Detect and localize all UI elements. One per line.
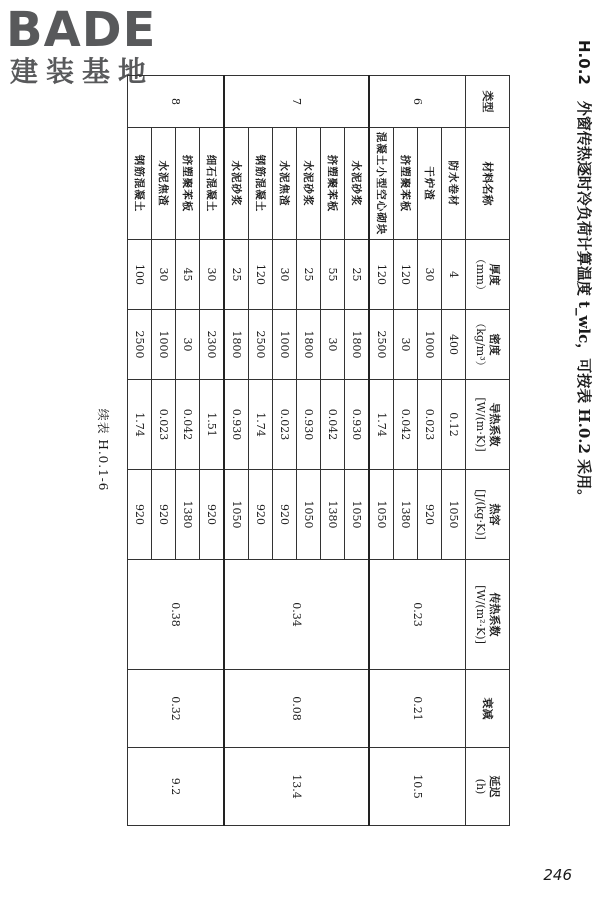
section-heading	[574, 40, 594, 860]
cell-material: 干炉渣	[418, 128, 442, 240]
cell-material: 水泥砂浆	[345, 128, 370, 240]
cell-heat-capacity: 1380	[321, 470, 345, 560]
cell-conductivity: 0.042	[394, 380, 418, 470]
cell-heat-capacity: 920	[273, 470, 297, 560]
cell-density: 1800	[224, 310, 249, 380]
cell-heat-capacity: 1380	[176, 470, 200, 560]
cell-density: 1000	[152, 310, 176, 380]
material-table	[127, 75, 510, 826]
header-decay: 衰减	[466, 670, 510, 748]
cell-thickness: 25	[297, 240, 321, 310]
cell-density: 1800	[297, 310, 321, 380]
section-number: H.0.2	[575, 40, 593, 85]
cell-heat-capacity: 920	[128, 470, 152, 560]
cell-thickness: 100	[128, 240, 152, 310]
cell-material: 水泥砂浆	[297, 128, 321, 240]
header-density: 密度 （kg/m³）	[466, 310, 510, 380]
cell-density: 400	[442, 310, 466, 380]
cell-density: 2500	[249, 310, 273, 380]
cell-thickness: 120	[369, 240, 394, 310]
cell-heat-capacity: 920	[418, 470, 442, 560]
cell-thickness: 25	[224, 240, 249, 310]
cell-conductivity: 1.74	[128, 380, 152, 470]
cell-transfer: 0.34	[224, 560, 369, 670]
cell-decay: 0.08	[224, 670, 369, 748]
table-row	[442, 76, 466, 826]
cell-delay: 9.2	[128, 748, 225, 826]
cell-conductivity: 1.51	[200, 380, 225, 470]
table-row	[345, 76, 370, 826]
cell-material: 水泥焦渣	[273, 128, 297, 240]
cell-type: 8	[128, 76, 225, 128]
cell-density: 30	[394, 310, 418, 380]
cell-heat-capacity: 920	[200, 470, 225, 560]
cell-heat-capacity: 1050	[369, 470, 394, 560]
header-transfer: 传热系数 [W/(m²·K)]	[466, 560, 510, 670]
rotated-page-content	[0, 20, 600, 880]
cell-thickness: 30	[152, 240, 176, 310]
cell-conductivity: 0.042	[321, 380, 345, 470]
cell-material: 挤塑聚苯板	[176, 128, 200, 240]
cell-material: 水泥砂浆	[224, 128, 249, 240]
page-number: 246	[543, 866, 572, 884]
cell-type: 7	[224, 76, 369, 128]
cell-heat-capacity: 920	[152, 470, 176, 560]
cell-conductivity: 0.930	[345, 380, 370, 470]
cell-conductivity: 0.930	[297, 380, 321, 470]
header-thickness: 厚度 （mm）	[466, 240, 510, 310]
cell-density: 1000	[273, 310, 297, 380]
cell-conductivity: 1.74	[249, 380, 273, 470]
section-text: 外窗传热逐时冷负荷计算温度 t_wlc，可按表 H.0.2 采用。	[575, 100, 593, 505]
cell-conductivity: 0.930	[224, 380, 249, 470]
cell-density: 1800	[345, 310, 370, 380]
cell-delay: 10.5	[369, 748, 466, 826]
cell-density: 2500	[369, 310, 394, 380]
cell-thickness: 25	[345, 240, 370, 310]
cell-material: 细石混凝土	[200, 128, 225, 240]
cell-density: 2300	[200, 310, 225, 380]
cell-density: 2500	[128, 310, 152, 380]
table-caption: 续表 H.0.1-6	[96, 408, 110, 492]
cell-type: 6	[369, 76, 466, 128]
cell-thickness: 4	[442, 240, 466, 310]
cell-thickness: 55	[321, 240, 345, 310]
cell-density: 30	[321, 310, 345, 380]
cell-density: 1000	[418, 310, 442, 380]
logo-subtitle: 建装基地	[10, 55, 155, 88]
cell-decay: 0.32	[128, 670, 225, 748]
cell-material: 挤塑聚苯板	[394, 128, 418, 240]
table-row	[200, 76, 225, 826]
cell-conductivity: 0.042	[176, 380, 200, 470]
cell-material: 混凝土小型空心砌块	[369, 128, 394, 240]
cell-heat-capacity: 1050	[345, 470, 370, 560]
cell-heat-capacity: 1050	[442, 470, 466, 560]
header-conductivity: 导热系数 [W/(m·K)]	[466, 380, 510, 470]
cell-heat-capacity: 1380	[394, 470, 418, 560]
cell-material: 钢筋混凝土	[128, 128, 152, 240]
cell-material: 钢筋混凝土	[249, 128, 273, 240]
header-heat-capacity: 热容 [J/(kg·K)]	[466, 470, 510, 560]
cell-thickness: 30	[200, 240, 225, 310]
header-delay: 延迟 (h)	[466, 748, 510, 826]
cell-conductivity: 0.023	[273, 380, 297, 470]
cell-heat-capacity: 920	[249, 470, 273, 560]
cell-material: 水泥焦渣	[152, 128, 176, 240]
cell-thickness: 30	[418, 240, 442, 310]
cell-thickness: 45	[176, 240, 200, 310]
cell-conductivity: 0.12	[442, 380, 466, 470]
table-body	[128, 76, 466, 826]
logo-mark: BADE	[6, 2, 157, 58]
cell-material: 挤塑聚苯板	[321, 128, 345, 240]
cell-decay: 0.21	[369, 670, 466, 748]
header-type: 类型	[466, 76, 510, 128]
cell-thickness: 120	[394, 240, 418, 310]
cell-conductivity: 0.023	[418, 380, 442, 470]
cell-delay: 13.4	[224, 748, 369, 826]
cell-thickness: 120	[249, 240, 273, 310]
cell-transfer: 0.23	[369, 560, 466, 670]
cell-heat-capacity: 1050	[297, 470, 321, 560]
cell-transfer: 0.38	[128, 560, 225, 670]
cell-conductivity: 0.023	[152, 380, 176, 470]
cell-density: 30	[176, 310, 200, 380]
cell-thickness: 30	[273, 240, 297, 310]
header-row	[466, 76, 510, 826]
cell-material: 防水卷材	[442, 128, 466, 240]
header-material: 材料名称	[466, 128, 510, 240]
cell-conductivity: 1.74	[369, 380, 394, 470]
cell-heat-capacity: 1050	[224, 470, 249, 560]
